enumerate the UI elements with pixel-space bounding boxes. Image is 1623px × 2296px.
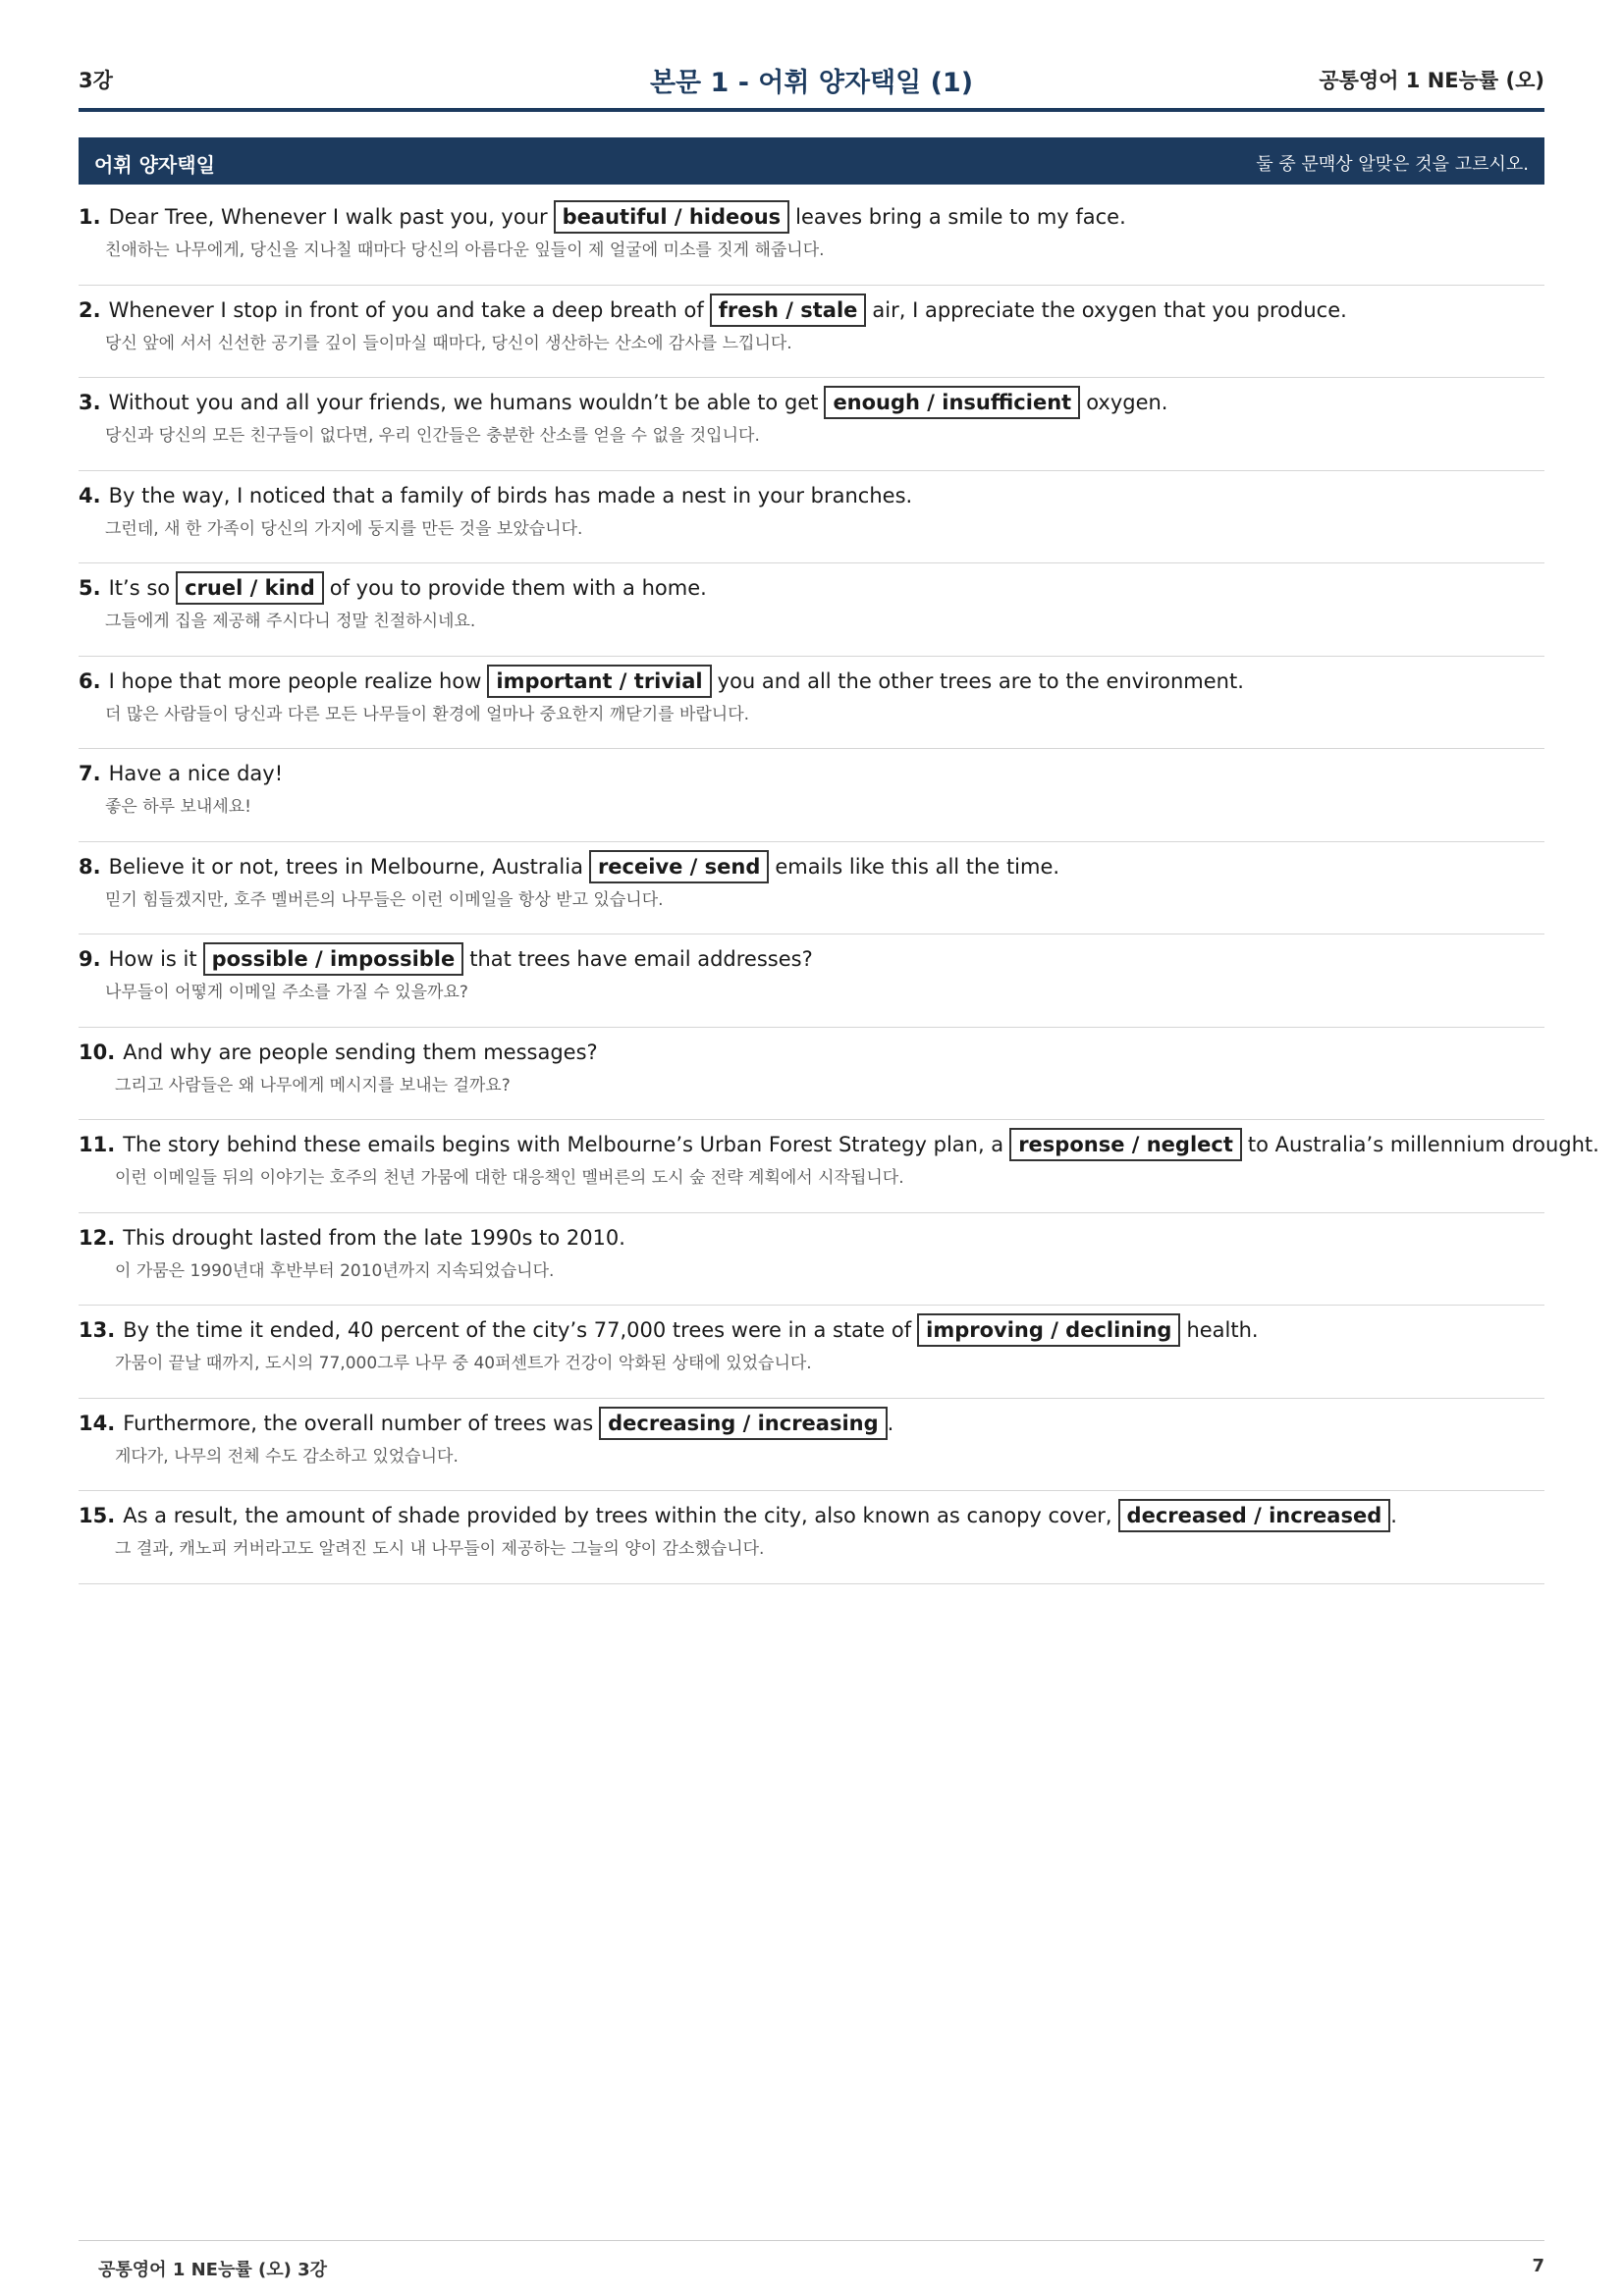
page-number: 7 <box>1532 2256 1544 2276</box>
korean-translation: 친애하는 나무에게, 당신을 지나칠 때마다 당신의 아름다운 잎들이 제 얼굴에 미소를 짓게 해줍니다. <box>105 240 825 260</box>
sentence-text-after: . <box>887 1411 894 1435</box>
vocab-choice-box[interactable]: decreasing / increasing <box>599 1407 888 1440</box>
question-item <box>79 1028 1544 1121</box>
question-sentence <box>79 571 707 605</box>
question-item <box>79 1120 1599 1213</box>
sentence-text-after: you and all the other trees are to the environment. <box>717 668 1244 693</box>
question-sentence <box>79 200 1126 234</box>
sentence-text-before: By the time it ended, 40 percent of the city’s 77,000 trees were in a state of <box>123 1318 912 1342</box>
sentence-text-before: Without you and all your friends, we humans wouldn’t be able to get <box>108 391 819 414</box>
korean-translation: 더 많은 사람들이 당신과 다른 모든 나무들이 환경에 얼마나 중요한지 깨닫기를 바랍니다. <box>105 704 750 724</box>
question-number: 9. <box>79 947 101 971</box>
vocab-choice-box[interactable]: important / trivial <box>487 665 711 698</box>
sentence-text-after: health. <box>1186 1318 1259 1342</box>
sentence-text-before: I hope that more people realize how <box>108 668 482 693</box>
sentence-text-before: This drought lasted from the late 1990s to 2010. <box>123 1225 625 1250</box>
page-footer <box>98 2256 1544 2281</box>
question-number: 5. <box>79 576 101 600</box>
question-item <box>79 563 1544 657</box>
korean-translation: 이 가뭄은 1990년대 후반부터 2010년까지 지속되었습니다. <box>115 1260 555 1281</box>
question-number: 1. <box>79 205 101 229</box>
question-number: 10. <box>79 1040 116 1064</box>
page-header <box>79 61 1544 100</box>
question-number: 8. <box>79 854 101 879</box>
sentence-text-before: How is it <box>108 947 197 971</box>
vocab-choice-box[interactable]: receive / send <box>589 850 769 883</box>
question-sentence <box>79 757 283 790</box>
question-number: 14. <box>79 1411 116 1435</box>
korean-translation: 당신과 당신의 모든 친구들이 없다면, 우리 인간들은 충분한 산소를 얻을 수 없을 것입니다. <box>105 426 760 446</box>
question-item <box>79 471 1544 564</box>
question-number: 15. <box>79 1504 116 1527</box>
korean-translation: 이런 이메일들 뒤의 이야기는 호주의 천년 가뭄에 대한 대응책인 멜버른의 도시 숲 전략 계획에서 시작됩니다. <box>115 1168 904 1188</box>
section-bar <box>79 137 1544 185</box>
sentence-text-before: Believe it or not, trees in Melbourne, Australia <box>108 854 583 879</box>
question-number: 3. <box>79 391 101 414</box>
question-sentence <box>79 1499 1397 1532</box>
question-sentence <box>79 850 1059 883</box>
korean-translation: 그런데, 새 한 가족이 당신의 가지에 둥지를 만든 것을 보았습니다. <box>105 518 583 539</box>
question-item <box>79 749 1544 842</box>
korean-translation: 좋은 하루 보내세요! <box>105 797 251 817</box>
sentence-text-after: . <box>1390 1504 1397 1527</box>
sentence-text-before: And why are people sending them messages? <box>123 1040 598 1064</box>
footer-rule <box>79 2240 1544 2241</box>
sentence-text-after: of you to provide them with a home. <box>329 576 707 600</box>
question-item <box>79 934 1544 1028</box>
sentence-text-before: Dear Tree, Whenever I walk past you, your <box>108 205 548 229</box>
question-list <box>79 192 1599 1584</box>
question-item <box>79 1491 1544 1584</box>
vocab-choice-box[interactable]: enough / insufficient <box>824 386 1080 419</box>
question-item <box>79 286 1544 379</box>
question-sentence <box>79 1036 598 1069</box>
question-sentence <box>79 1407 893 1440</box>
question-item <box>79 192 1544 286</box>
question-number: 7. <box>79 762 101 785</box>
question-sentence <box>79 386 1167 419</box>
vocab-choice-box[interactable]: response / neglect <box>1009 1128 1242 1161</box>
question-item <box>79 842 1544 935</box>
question-sentence <box>79 1128 1599 1161</box>
question-item <box>79 657 1544 750</box>
page-title: 본문 1 - 어휘 양자택일 (1) <box>649 68 974 98</box>
sentence-text-before: Have a nice day! <box>108 762 284 785</box>
vocab-choice-box[interactable]: fresh / stale <box>710 294 867 327</box>
vocab-choice-box[interactable]: beautiful / hideous <box>554 200 790 234</box>
vocab-choice-box[interactable]: possible / impossible <box>203 942 464 976</box>
question-item <box>79 1399 1544 1492</box>
question-number: 12. <box>79 1225 116 1250</box>
footer-book-label: 공통영어 1 NE능률 (오) 3강 <box>98 2260 328 2280</box>
vocab-choice-box[interactable]: decreased / increased <box>1118 1499 1391 1532</box>
korean-translation: 믿기 힘들겠지만, 호주 멜버른의 나무들은 이런 이메일을 항상 받고 있습니다. <box>105 889 664 910</box>
question-sentence <box>79 1221 625 1255</box>
sentence-text-after: to Australia’s millennium drought. <box>1247 1133 1599 1156</box>
vocab-choice-box[interactable]: improving / declining <box>917 1313 1180 1347</box>
sentence-text-after: emails like this all the time. <box>775 854 1060 879</box>
korean-translation: 나무들이 어떻게 이메일 주소를 가질 수 있을까요? <box>105 983 468 1002</box>
question-item <box>79 1306 1544 1399</box>
sentence-text-before: It’s so <box>108 576 171 600</box>
sentence-text-before: By the way, I noticed that a family of birds has made a nest in your branches. <box>108 483 913 507</box>
question-sentence <box>79 294 1347 327</box>
question-number: 6. <box>79 668 101 693</box>
question-item <box>79 378 1544 471</box>
korean-translation: 가뭄이 끝날 때까지, 도시의 77,000그루 나무 중 40퍼센트가 건강이 악화된 상태에 있었습니다. <box>115 1354 812 1373</box>
korean-translation: 게다가, 나무의 전체 수도 감소하고 있었습니다. <box>115 1446 459 1467</box>
vocab-choice-box[interactable]: cruel / kind <box>176 571 324 605</box>
korean-translation: 그 결과, 캐노피 커버라고도 알려진 도시 내 나무들이 제공하는 그늘의 양이 감소했습니다. <box>115 1539 765 1559</box>
question-number: 13. <box>79 1318 116 1342</box>
question-sentence <box>79 479 912 512</box>
korean-translation: 그리고 사람들은 왜 나무에게 메시지를 보내는 걸까요? <box>115 1075 511 1095</box>
question-number: 11. <box>79 1133 116 1156</box>
question-item <box>79 1213 1544 1307</box>
lesson-label: 3강 <box>79 69 113 92</box>
sentence-text-after: that trees have email addresses? <box>469 947 813 971</box>
header-rule <box>79 108 1544 112</box>
sentence-text-before: The story behind these emails begins with Melbourne’s Urban Forest Strategy plan, a <box>123 1133 1004 1156</box>
korean-translation: 당신 앞에 서서 신선한 공기를 깊이 들이마실 때마다, 당신이 생산하는 산소에 감사를 느낍니다. <box>105 333 792 353</box>
sentence-text-before: As a result, the amount of shade provided by trees within the city, also known as canopy cover, <box>123 1504 1112 1527</box>
book-label: 공통영어 1 NE능률 (오) <box>1319 69 1544 92</box>
question-sentence <box>79 942 813 976</box>
sentence-text-after: leaves bring a smile to my face. <box>795 205 1126 229</box>
sentence-text-before: Whenever I stop in front of you and take a deep breath of <box>108 297 704 322</box>
question-number: 4. <box>79 483 101 507</box>
sentence-text-before: Furthermore, the overall number of trees was <box>123 1411 594 1435</box>
question-sentence <box>79 1313 1259 1347</box>
sentence-text-after: air, I appreciate the oxygen that you produce. <box>872 297 1347 322</box>
section-title: 어휘 양자택일 <box>94 153 215 177</box>
question-number: 2. <box>79 297 101 322</box>
question-sentence <box>79 665 1244 698</box>
section-instruction: 둘 중 문맥상 알맞은 것을 고르시오. <box>1256 154 1529 175</box>
korean-translation: 그들에게 집을 제공해 주시다니 정말 친절하시네요. <box>105 612 476 631</box>
sentence-text-after: oxygen. <box>1086 391 1168 414</box>
